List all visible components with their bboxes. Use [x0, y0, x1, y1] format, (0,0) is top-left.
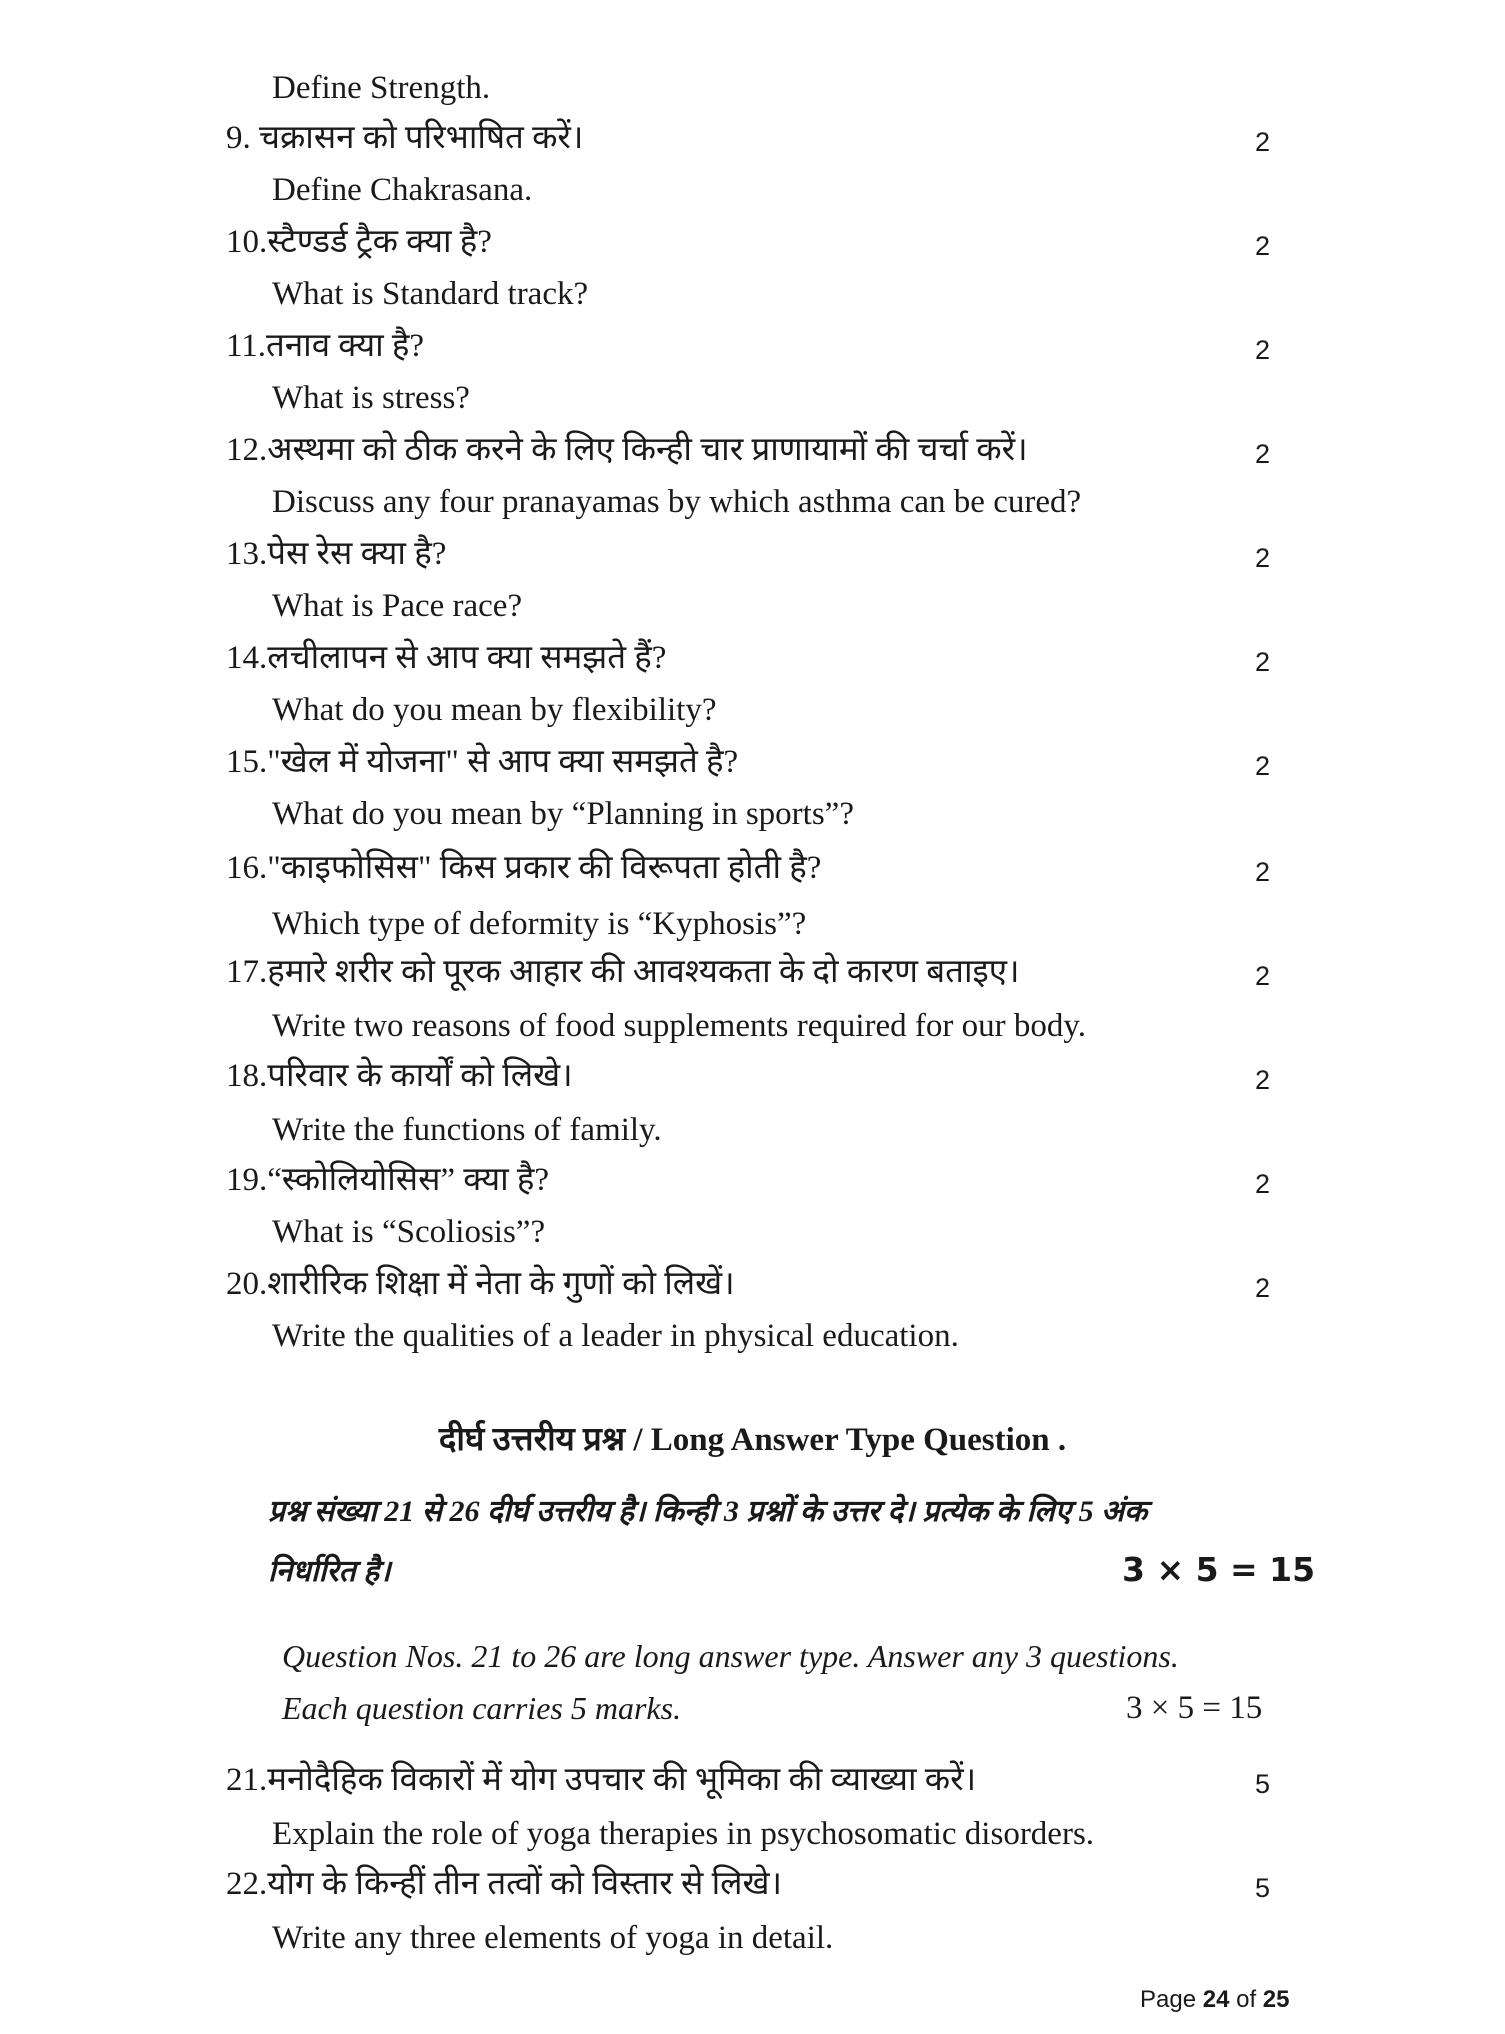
page-number-footer: [1140, 1984, 1289, 2016]
question-22-hindi: 22.योग के किन्हीं तीन तत्वों को विस्तार से लिखे।: [226, 1866, 783, 1902]
question-12-english: Discuss any four pranayamas by which asthma can be cured?: [272, 484, 1082, 520]
question-22-marks: 5: [1255, 1873, 1271, 1903]
question-17-hindi: 17.हमारे शरीर को पूरक आहार की आवश्यकता के दो कारण बताइए।: [226, 954, 1020, 990]
instruction-hindi-line1: प्रश्न संख्या 21 से 26 दीर्घ उत्तरीय है। किन्ही 3 प्रश्नों के उत्तर दे। प्रत्येक के लिए 5 अंक: [268, 1495, 1148, 1528]
question-9-english: Define Chakrasana.: [272, 172, 533, 208]
question-21-hindi: 21.मनोदैहिक विकारों में योग उपचार की भूमिका की व्याख्या करें।: [226, 1762, 977, 1798]
question-16-marks: 2: [1255, 857, 1271, 887]
question-13-english: What is Pace race?: [272, 588, 523, 624]
question-11-hindi: 11.तनाव क्या है?: [226, 328, 425, 364]
question-13-marks: 2: [1255, 543, 1271, 573]
footer-total-pages: 25: [1262, 1986, 1290, 2013]
question-19-marks: 2: [1255, 1169, 1271, 1199]
question-18-hindi: 18.परिवार के कार्यों को लिखे।: [226, 1058, 573, 1094]
question-11-english: What is stress?: [272, 380, 470, 416]
question-20-hindi: 20.शारीरिक शिक्षा में नेता के गुणों को लिखें।: [226, 1266, 735, 1302]
question-21-marks: 5: [1255, 1769, 1271, 1799]
question-18-marks: 2: [1255, 1065, 1271, 1095]
question-14-hindi: 14.लचीलापन से आप क्या समझते हैं?: [226, 640, 667, 676]
question-18-english: Write the functions of family.: [272, 1112, 662, 1148]
question-16-english: Which type of deformity is “Kyphosis”?: [272, 906, 807, 942]
question-15-marks: 2: [1255, 751, 1271, 781]
question-20-english: Write the qualities of a leader in physical education.: [272, 1318, 959, 1354]
question-22-english: Write any three elements of yoga in detail.: [272, 1920, 834, 1956]
question-10-hindi: 10.स्टैण्डर्ड ट्रैक क्या है?: [226, 224, 492, 260]
marks-formula-english: 3 × 5 = 15: [1126, 1690, 1263, 1726]
question-14-marks: 2: [1255, 647, 1271, 677]
instruction-hindi-line2: निर्धारित है।: [268, 1555, 391, 1588]
question-19-hindi: 19.“स्कोलियोसिस” क्या है?: [226, 1162, 550, 1198]
instruction-english-line2: Each question carries 5 marks.: [282, 1690, 682, 1726]
carryover-question-english: Define Strength.: [272, 70, 491, 106]
question-19-english: What is “Scoliosis”?: [272, 1214, 546, 1250]
question-10-english: What is Standard track?: [272, 276, 589, 312]
question-17-marks: 2: [1255, 961, 1271, 991]
marks-formula-hindi: 3 × 5 = 15: [1122, 1550, 1316, 1589]
footer-middle: of: [1229, 1986, 1263, 2013]
footer-prefix: Page: [1140, 1986, 1203, 2013]
question-14-english: What do you mean by flexibility?: [272, 692, 717, 728]
section-title: दीर्घ उत्तरीय प्रश्न / Long Answer Type Question .: [438, 1422, 1067, 1458]
question-15-hindi: 15."खेल में योजना" से आप क्या समझते है?: [226, 744, 739, 780]
footer-current-page: 24: [1202, 1986, 1230, 2013]
question-20-marks: 2: [1255, 1273, 1271, 1303]
question-10-marks: 2: [1255, 231, 1271, 261]
question-16-hindi: 16."काइफोसिस" किस प्रकार की विरूपता होती है?: [226, 850, 822, 886]
question-15-english: What do you mean by “Planning in sports”?: [272, 796, 854, 832]
question-21-english: Explain the role of yoga therapies in psychosomatic disorders.: [272, 1816, 1095, 1852]
question-17-english: Write two reasons of food supplements required for our body.: [272, 1008, 1086, 1044]
instruction-english-line1: Question Nos. 21 to 26 are long answer type. Answer any 3 questions.: [282, 1638, 1179, 1674]
question-13-hindi: 13.पेस रेस क्या है?: [226, 536, 447, 572]
question-11-marks: 2: [1255, 335, 1271, 365]
question-9-hindi: 9. चक्रासन को परिभाषित करें।: [226, 120, 584, 156]
question-9-marks: 2: [1255, 127, 1271, 157]
question-12-marks: 2: [1255, 439, 1271, 469]
question-12-hindi: 12.अस्थमा को ठीक करने के लिए किन्ही चार प्राणायामों की चर्चा करें।: [226, 432, 1028, 468]
